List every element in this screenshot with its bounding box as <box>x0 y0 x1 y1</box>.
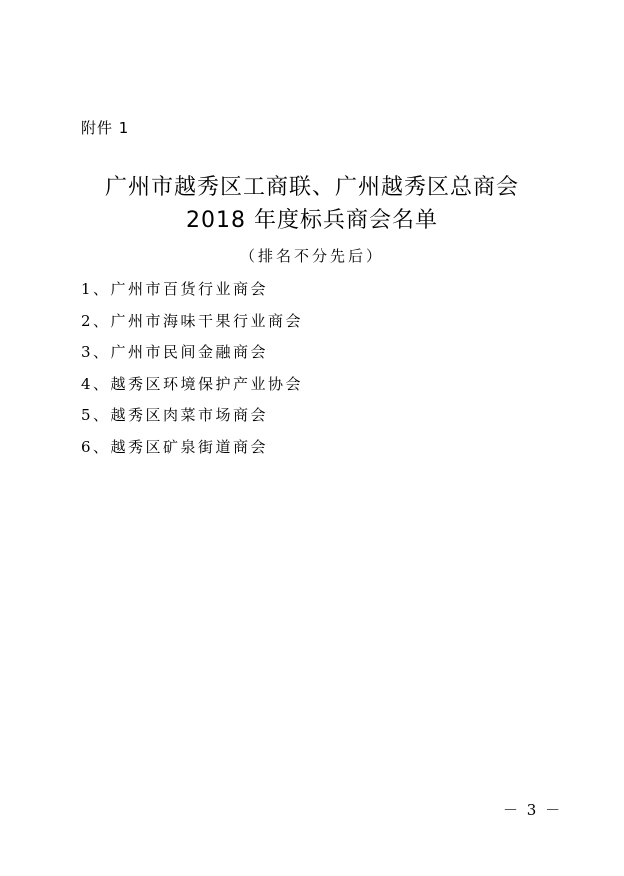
chamber-list <box>81 274 303 464</box>
document-title-line-1: 广州市越秀区工商联、广州越秀区总商会 <box>104 175 519 200</box>
list-item: 4、越秀区环境保护产业协会 <box>81 374 304 393</box>
list-item: 5、越秀区肉菜市场商会 <box>81 406 269 425</box>
list-item: 3、广州市民间金融商会 <box>81 343 269 362</box>
list-item: 6、越秀区矿泉街道商会 <box>81 437 269 456</box>
page-number: － 3 － <box>503 801 563 819</box>
attachment-label: 附件 1 <box>81 119 130 137</box>
document-subtitle: （排名不分先后） <box>239 247 384 265</box>
document-title-line-2: 2018 年度标兵商会名单 <box>186 208 438 233</box>
list-item: 2、广州市海味干果行业商会 <box>81 311 304 330</box>
list-item: 1、广州市百货行业商会 <box>81 280 269 298</box>
